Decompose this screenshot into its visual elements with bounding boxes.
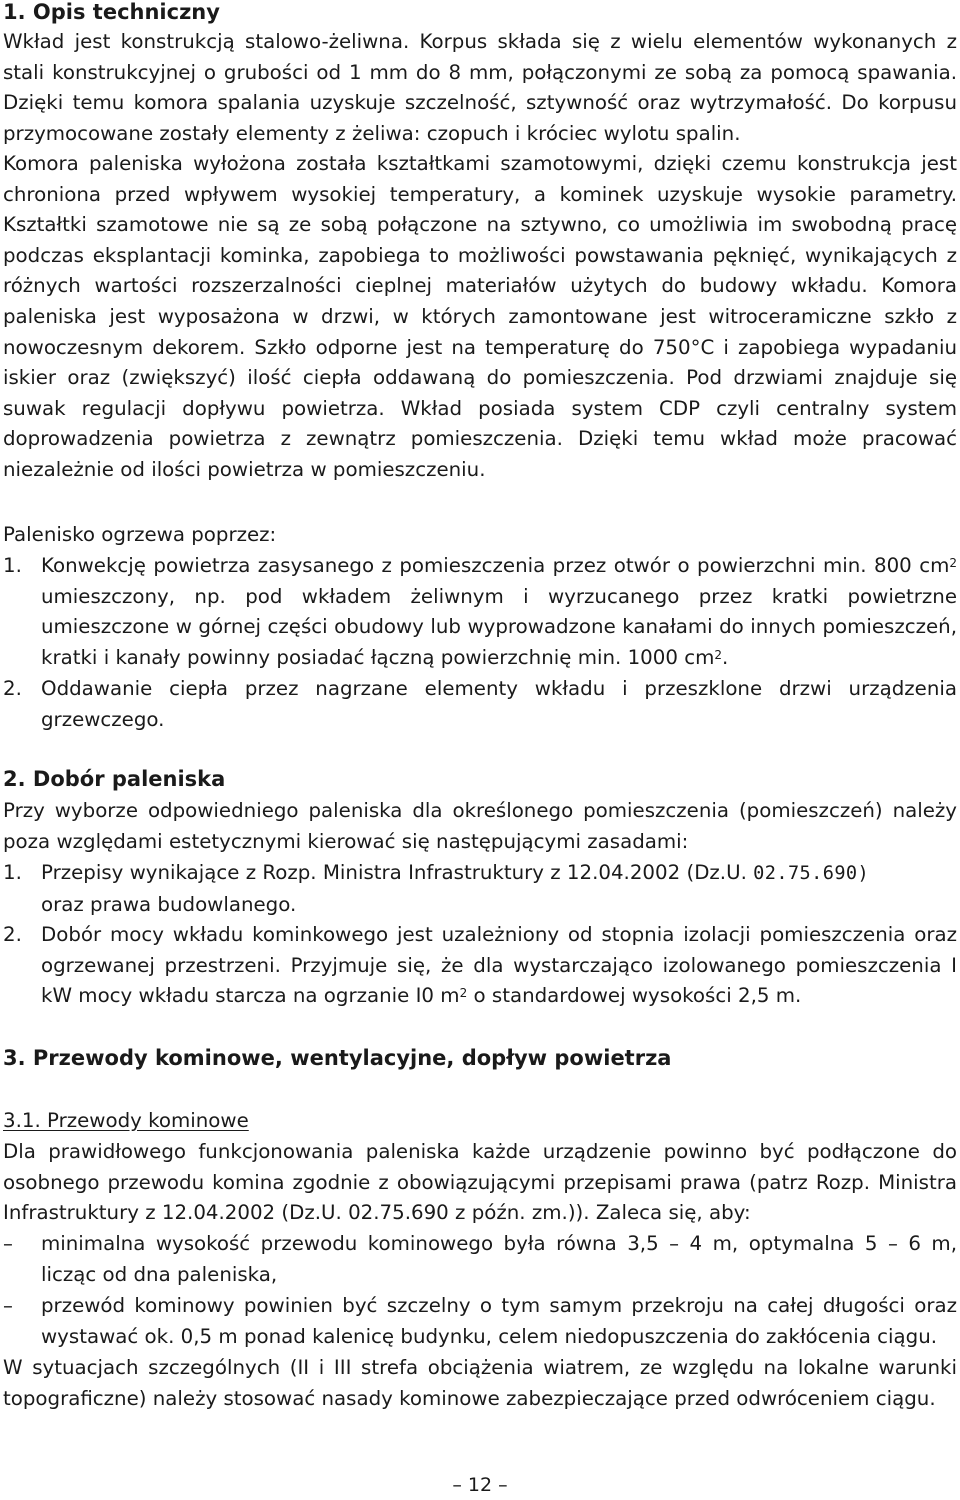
- bullet-dash: –: [3, 1294, 13, 1317]
- selection-list-item-1: 1. Przepisy wynikające z Rozp. Ministra Infrastruktury z 12.04.2002 (Dz.U. 02.75.690) oraz prawa budowlanego.: [3, 858, 957, 920]
- heating-list-item-2: 2. Oddawanie ciepła przez nagrzane elementy wkładu i przeszklone drzwi urządzenia grzewczego.: [3, 674, 957, 735]
- chimney-bullet-1: – minimalna wysokość przewodu kominowego była równa 3,5 – 4 m, optymalna 5 – 6 m, licząc od dna paleniska,: [3, 1229, 957, 1290]
- list-number: 2.: [3, 923, 22, 946]
- section-1-heading: 1. Opis techniczny: [3, 0, 220, 24]
- section-2-heading: 2. Dobór paleniska: [3, 767, 226, 791]
- bullet-dash: –: [3, 1232, 13, 1255]
- selection-list-item-2: 2. Dobór mocy wkładu kominkowego jest uzależniony od stopnia izolacji pomieszczenia oraz ogrzewanej przestrzeni. Przyjmuje się, że dla wystarczająco izolowanego pomieszczenia I kW mocy wkładu starcza na ogrzanie I0 $m^2$ o standardowej wysokości 2,5 m.: [3, 920, 957, 1012]
- list-number: 1.: [3, 861, 22, 884]
- heating-list-item-1: 1. Konwekcję powietrza zasysanego z pomieszczenia przez otwór o powierzchni min. 800 $cm^2$ umieszczony, np. pod wkładem żeliwnym i wyrzucanego przez kratki powietrzne umieszczone w górnej części obudowy lub wyprowadzone kanałami do innych pomieszczeń, kratki i kanały powinny posiadać łączną powierzchnię min. 1000 $cm^2$.: [3, 551, 957, 673]
- section-3-outro: W sytuacjach szczególnych (II i III strefa obciążenia wiatrem, ze względu na lokalne warunki topograficzne) należy stosować nasady kominowe zabezpieczające przed odwróceniem ciągu.: [3, 1356, 957, 1410]
- list-number: 2.: [3, 677, 22, 700]
- section-3-1-subheading: 3.1. Przewody kominowe: [3, 1109, 249, 1132]
- heating-intro: Palenisko ogrzewa poprzez:: [3, 523, 277, 546]
- section-2-intro: Przy wyborze odpowiedniego paleniska dla określonego pomieszczenia (pomieszczeń) należy poza względami estetycznymi kierować się następującymi zasadami:: [3, 799, 957, 853]
- section-1-paragraph-a: Wkład jest konstrukcją stalowo-żeliwna. Korpus składa się z wielu elementów wykonanych z stali konstrukcyjnej o grubości od 1 mm do 8 mm, połączonymi ze sobą za pomocą spawania. Dzięki temu komora spalania uzyskuje szczelność, sztywność oraz wytrzymałość. Do korpusu przymocowane zostały elementy z żeliwa: czopuch i króciec wylotu spalin.: [3, 30, 957, 145]
- section-1-paragraph-b: Komora paleniska wyłożona została kształtkami szamotowymi, dzięki czemu konstrukcja jest chroniona przed wpływem wysokiej temperatury, a kominek uzyskuje wysokie parametry. Kształtki szamotowe nie są ze sobą połączone na sztywno, co umożliwia im swobodną pracę podczas eksplantacji kominka, zapobiega to możliwości powstawania pęknięć, wynikających z różnych wartości rozszerzalności cieplnej materiałów użytych do budowy wkładu. Komora paleniska jest wyposażona w drzwi, w których zamontowane jest witroceramiczne szkło z nowoczesnym dekorem. Szkło odporne jest na temperaturę do 750°C i zapobiega wypadaniu iskier oraz (zwiększyć) ilość ciepła oddawaną do pomieszczenia. Pod drzwiami znajduje się suwak regulacji dopływu powietrza. Wkład posiada system CDP czyli centralny system doprowadzenia powietrza z zewnątrz pomieszczenia. Dzięki temu wkład może pracować niezależnie od ilości powietrza w pomieszczeniu.: [3, 152, 957, 481]
- section-3-heading: 3. Przewody kominowe, wentylacyjne, dopływ powietrza: [3, 1046, 672, 1070]
- chimney-bullet-2: – przewód kominowy powinien być szczelny o tym samym przekroju na całej długości oraz wystawać ok. 0,5 m ponad kalenicę budynku, celem niedopuszczenia do zakłócenia ciągu.: [3, 1291, 957, 1352]
- page-number: – 12 –: [452, 1474, 508, 1496]
- list-number: 1.: [3, 554, 22, 577]
- section-3-intro: Dla prawidłowego funkcjonowania paleniska każde urządzenie powinno być podłączone do osobnego przewodu komina zgodnie z obowiązującymi przepisami prawa (patrz Rozp. Ministra Infrastruktury z 12.04.2002 (Dz.U. 02.75.690 z późn. zm.)). Zaleca się, aby:: [3, 1140, 957, 1225]
